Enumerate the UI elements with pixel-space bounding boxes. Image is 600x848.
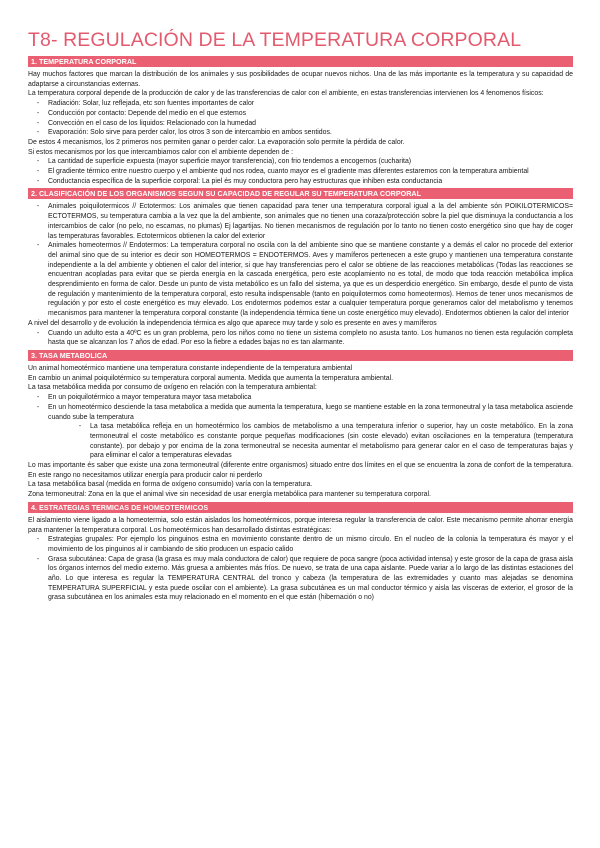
list-item-text: La cantidad de superficie expuesta (mayor superficie mayor transferencia), con frio tendemos a encogernos (cucharita) [48,158,412,166]
list-item-text: Animales poiquilotermicos // Ectotermos: Los animales que tienen capacidad para tener una temperatura corporal igual a la del ambiente són POIKILOTERMICOS= ECTOTERMOS, su temperatura cambia a la vez que la del ambiente, son animales que no tienen una coraza/protección sobre la piel que disminuya la conductancia a los intercambios de calor (no pelo, no escamas, no plumas) Ej lagartijas. No tienen mecanismos de regulación por lo tanto no tienen costo energético sino que hay de coger las temperaturas favorables. Ectotermicos obtienen la calor del exterior [48,203,573,240]
bullet-dash: - [36,403,40,411]
list-item [28,535,573,554]
list-item-text: Conducción por contacto: Depende del medio en el que estemos [48,109,247,117]
bullet-dash: - [36,242,40,250]
paragraph: De estos 4 mecanismos, los 2 primeros nos permiten ganar o perder calor. La evaporación solo permite la pérdida de calor. [28,138,405,146]
list-item-text: El gradiente térmico entre nuestro cuerpo y el ambiente qud nos rodea, cuanto mayor es el gradiente mas diferentes estaremos con la temperatura ambiental [48,168,529,176]
bullet-dash: - [36,168,40,176]
list-item [28,403,573,422]
paragraph: Lo mas importante és saber que existe una zona termoneutral (diferente entre organismos) situado entre dos límites en el que se encuentra la zona de confort de la temperatura. En este rango no necesitamos utilizar energía para producir calor ni perderlo [28,462,573,479]
bullet-dash: - [36,329,40,337]
bullet-dash: - [36,177,40,185]
list-item [28,241,573,319]
paragraph: A nivel del desarrollo y de evolución la independencia térmica es algo que aparece muy tarde y solo es presente en aves y mamíferos [28,319,437,327]
list-item [28,157,573,167]
list-item-text: Radiación: Solar, luz reflejada, etc son fuentes importantes de calor [48,100,255,108]
list-item [28,555,573,604]
document-body [28,56,573,603]
document-page [28,28,573,603]
list-item [28,329,573,348]
bullet-dash: - [36,394,40,402]
paragraph: Zona termoneutral: Zona en la que el animal vive sin necesidad de usar energía metabólica para mantener su temperatura corporal. [28,491,431,499]
bullet-dash: - [36,555,40,563]
section-heading: 2. CLASIFICACIÓN DE LOS ORGANISMOS SEGUN SU CAPACIDAD DE REGULAR SU TEMPERATURA CORPORAL [28,188,573,199]
page-title: T8- REGULACIÓN DE LA TEMPERATURA CORPORAL [28,29,522,51]
list-item [28,202,573,241]
section-heading: 4. ESTRATEGIAS TERMICAS DE HOMEOTERMICOS [28,502,573,513]
list-item-text: Grasa subcutánea: Capa de grasa (la grasa es muy mala conductora de calor) que requiere de poca sangre (poca actividad intensa) y este grosor de la capa de grasa aisla los órganos internos del medio externo. Más gruesa a ambientes más fríos. De nuevo, se trata de una capa aislante. Puede variar a lo largo de las distintas estaciones del año. Lo que interesa es regular la TEMPERATURA CENTRAL del tronco y cabeza (la temperatura de las extremidades y cuanto mas alejadas se denomina TEMPERATURA SUPERFICIAL y esta puede oscilar con el ambiente). La grasa subcutánea es un mal conductor térmico y aisla las vísceras de exterior, el grosor de la grasa subcutánea en los animales esta muy relacionado en el momento en el que están (hibernación o no) [48,555,573,602]
list-item-text: Conductancia específica de la superficie corporal: La piel és muy conductora pero hay estructuras que inhiben esta conductancia [48,177,443,185]
bullet-dash: - [36,109,40,117]
bullet-dash: - [36,119,40,127]
list-item [28,422,573,461]
paragraph: La tasa metabólica medida por consumo de oxígeno en relación con la temperatura ambiental: [28,384,317,392]
bullet-dash: - [36,129,40,137]
paragraph: La tasa metabólica basal (medida en forma de oxígeno consumido) varía con la temperatura. [28,481,313,489]
paragraph: El aislamiento viene ligado a la homeotermia, solo están aislados los homeotérmicos, porque interesa regular la transferencia de calor. Este mecanismo permite ahorrar energía para mantener la temperatura corporal. Los homeotérmicos han desarrollado distintas estratégicas: [28,516,573,534]
paragraph: Un animal homeotérmico mantiene una temperatura constante independiente de la temperatura ambiental [28,364,353,372]
list-item [28,128,573,138]
list-item-text: Cuando un adulto esta a 40ºC es un gran problema, pero los niños como no tiene un sistema completo no asusta tanto. Los humanos no tienen esta regulación completa hasta que se alcanzan los 7 años de edad. Por eso la fiebre a edades bajas no es tan alarmante. [48,329,573,347]
list-item [28,393,573,403]
list-item [28,99,573,109]
list-item-text: La tasa metabólica refleja en un homeotérmico los cambios de metabolismo a una temperatura inferior o superior, hay un coste metabólico. En la zona termoneutral el coste metabólico es constante porque pequeñas modificaciones (sin coste elevado) evitan oscilaciones en la temperatura (temperatura constante). por debajo y por encima de la zona termoneutral se necesita aumentar el metabolismo para generar calor en el caso de temperaturas bajas y para eliminar el calor a temperaturas elevadas [90,423,573,460]
list-item-text: Animales homeotermos // Endotermos: La temperatura corporal no oscila con la del ambiente sino que se mantiene constante y a demás el calor no procede del exterior del animal sino que de su interior es decir son HOMEOTERMOS = ENDOTERMOS. Aves y mamíferos pertenecen a este grupo y mantienen una temperatura constante independiente a la del ambiente y obtienen el calor del interior, si que hay transferencias pero el calor se obtiene de las reacciones metabólicas (Todas las reacciones se encuentran acopladas para evitar que se pierda energía en la cascada energética, pero este acoplamiento no es total, de modo que toda reacción metabólica implica desprendimiento en forma de calor. Desde un punto de vista metabólico es un fallo del sistema, ya que es un desperdicio energético. Sin embargo, desde el punto de vista de regulación y mantenimiento de la temperatura corporal, esto resulta indispensable (tanto en poiquilotermos como homeotermos). Hemos de tener unos mecanismos de regulación y por esto el coste energético es muy elevado. Los endotermos podemos estar a cualquier temperatura porque generamos calor del metabolismo y tenemos mecanismos para mantener la temperatura corporal constante (la independencia térmica tiene un coste energético muy elevado). Endotermos obtienen la calor del interior [48,242,573,318]
bullet-dash: - [36,100,40,108]
list-item [28,177,573,187]
section-heading: 1. TEMPERATURA CORPORAL [28,56,573,67]
list-item [28,119,573,129]
list-item-text: Estrategias grupales: Por ejemplo los pinguinos estna en movimiento constante dentro de un mismo circulo. En el nucleo de la colonia la temperatura és mayor y el movimiento de los pinguinos al ir cambiando de sitio producen un espacio calido [48,536,573,553]
list-item-text: Evaporación: Solo sirve para perder calor, los otros 3 son de intercambio en ambos sentidos. [48,129,332,137]
bullet-dash: - [36,203,40,211]
section-heading: 3. TASA METABOLICA [28,350,573,361]
bullet-dash: - [36,536,40,544]
paragraph: En cambio un animal poiquilotérmico su temperatura corporal aumenta. Medida que aumenta la temperatura ambiental. [28,374,394,382]
bullet-dash: - [36,158,40,166]
paragraph: Hay muchos factores que marcan la distribución de los animales y sus posibilidades de ocupar nuevos nichos. Una de las más importante es la temperatura y su capacidad de adaptarse a circunstancias externas. [28,71,573,88]
paragraph: Si estos mecanismos por los que intercambiamos calor con el ambiente dependen de : [28,148,294,156]
list-item [28,109,573,119]
list-item-text: En un homeotérmico desciende la tasa metabolica a medida que aumenta la temperatura, luego se mantiene estable en la zona termoneutral y la tasa metabolica asciende cuando sube la temperatura [48,403,573,421]
paragraph: La temperatura corporal depende de la producción de calor y de las transferencias de calor con el ambiente, en estas transferencias intervienen los 4 fenomenos físicos: [28,90,544,98]
list-item-text: Convección en el caso de los liquidos: Relacionado con la humedad [48,119,257,127]
bullet-dash: - [78,423,82,431]
list-item [28,167,573,177]
list-item-text: En un poiquilotérmico a mayor temperatura mayor tasa metabolica [48,394,252,402]
